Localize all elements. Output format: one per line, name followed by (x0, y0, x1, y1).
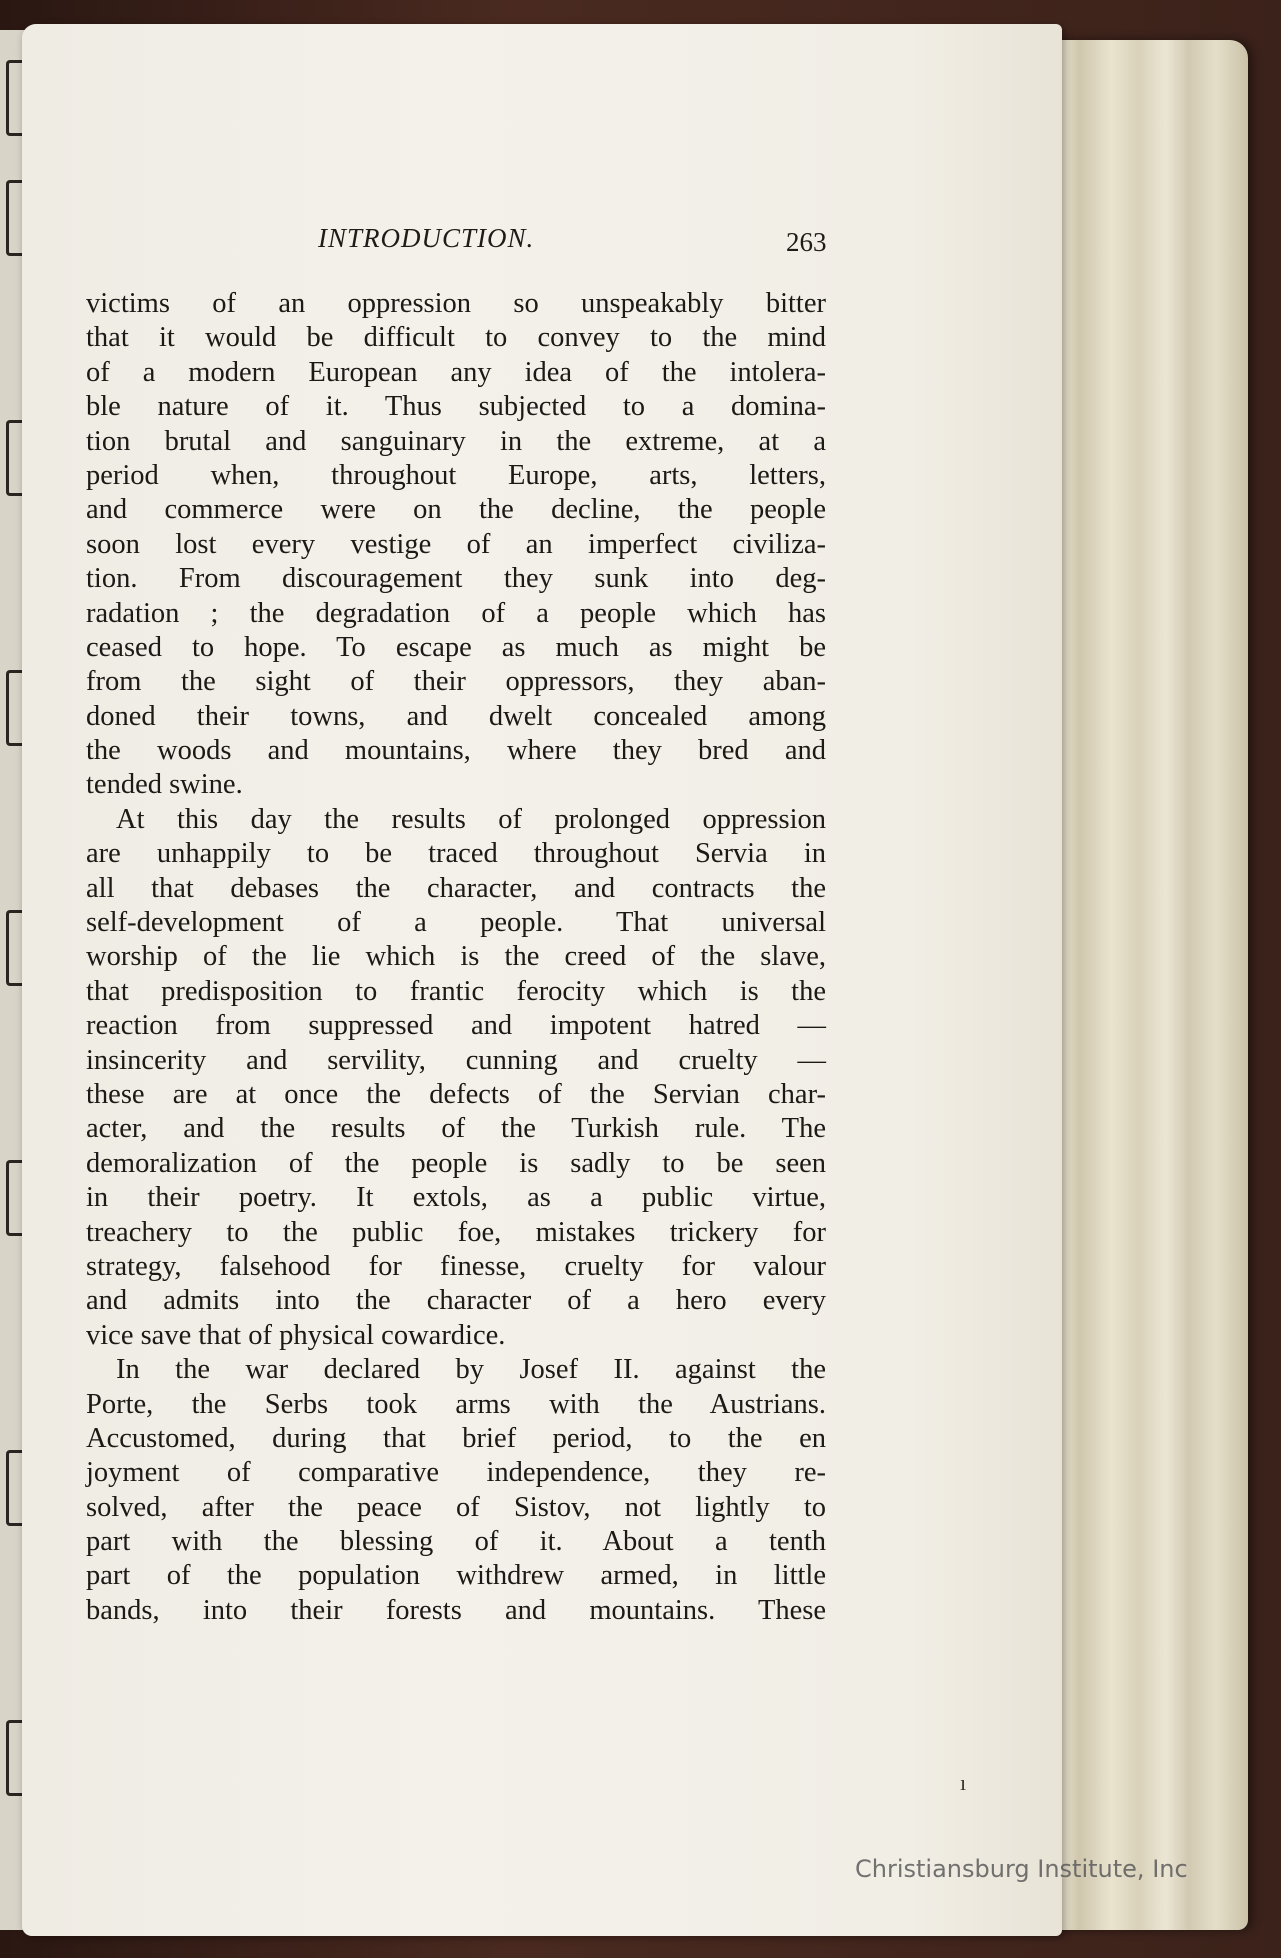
text-line: tion. From discouragement they sunk into deg- (86, 563, 826, 595)
text-line: joyment of comparative independence, they re- (86, 1457, 826, 1489)
text-line: in their poetry. It extols, as a public virtue, (86, 1182, 826, 1214)
text-line: treachery to the public foe, mistakes trickery for (86, 1216, 826, 1248)
text-line: that predisposition to frantic ferocity which is the (86, 975, 826, 1007)
text-line: demoralization of the people is sadly to be seen (86, 1147, 826, 1179)
text-line: radation ; the degradation of a people which has (86, 597, 826, 629)
binding-stitch (6, 420, 23, 496)
binding-stitch (6, 1160, 23, 1236)
text-line: bands, into their forests and mountains. These (86, 1594, 826, 1626)
text-line: soon lost every vestige of an imperfect civiliza- (86, 528, 826, 560)
text-line: self-development of a people. That universal (86, 907, 826, 939)
text-line: and admits into the character of a hero every (86, 1285, 826, 1317)
text-line: tended swine. (86, 769, 243, 801)
text-line: are unhappily to be traced throughout Servia in (86, 838, 826, 870)
binding-stitch (6, 180, 23, 256)
text-line: acter, and the results of the Turkish rule. The (86, 1113, 826, 1145)
text-line: reaction from suppressed and impotent hatred — (86, 1010, 826, 1042)
text-line: At this day the results of prolonged oppression (116, 803, 826, 835)
text-line: strategy, falsehood for finesse, cruelty for valour (86, 1250, 826, 1282)
text-line: ceased to hope. To escape as much as might be (86, 631, 826, 663)
binding-stitch (6, 670, 23, 746)
text-line: that it would be difficult to convey to the mind (86, 322, 826, 354)
text-line: In the war declared by Josef II. against the (116, 1354, 826, 1386)
binding-stitch (6, 1720, 23, 1796)
text-line: part of the population withdrew armed, in little (86, 1560, 826, 1592)
watermark: Christiansburg Institute, Inc (855, 1855, 1188, 1883)
binding-stitch (6, 1450, 23, 1526)
text-line: ble nature of it. Thus subjected to a domina- (86, 391, 826, 423)
text-line: and commerce were on the decline, the people (86, 494, 826, 526)
text-line: worship of the lie which is the creed of the slave, (86, 941, 826, 973)
text-line: victims of an oppression so unspeakably bitter (86, 288, 826, 319)
text-line: of a modern European any idea of the intolera- (86, 356, 826, 388)
text-line: doned their towns, and dwelt concealed among (86, 700, 826, 732)
text-line: from the sight of their oppressors, they aban- (86, 666, 826, 698)
text-line: tion brutal and sanguinary in the extreme, at a (86, 425, 826, 457)
text-line: Porte, the Serbs took arms with the Austrians. (86, 1388, 826, 1420)
text-line: Accustomed, during that brief period, to the en (86, 1422, 826, 1454)
paragraph (86, 287, 826, 803)
body-text (86, 287, 826, 1628)
binding-stitch (6, 60, 23, 136)
text-line: insincerity and servility, cunning and cruelty — (86, 1044, 826, 1076)
paragraph (86, 1353, 826, 1628)
text-line: solved, after the peace of Sistov, not lightly to (86, 1491, 826, 1523)
text-line: part with the blessing of it. About a tenth (86, 1526, 826, 1558)
running-head (70, 205, 827, 257)
running-title: INTRODUCTION. (318, 223, 535, 253)
paragraph (86, 803, 826, 1353)
text-line: these are at once the defects of the Servian char- (86, 1078, 826, 1110)
text-line: vice save that of physical cowardice. (86, 1319, 506, 1351)
text-line: period when, throughout Europe, arts, letters, (86, 459, 826, 491)
margin-mark: ı (960, 1770, 967, 1795)
text-line: the woods and mountains, where they bred and (86, 735, 826, 767)
page-number: 263 (786, 227, 827, 257)
binding-stitch (6, 910, 23, 986)
text-line: all that debases the character, and contracts the (86, 872, 826, 904)
